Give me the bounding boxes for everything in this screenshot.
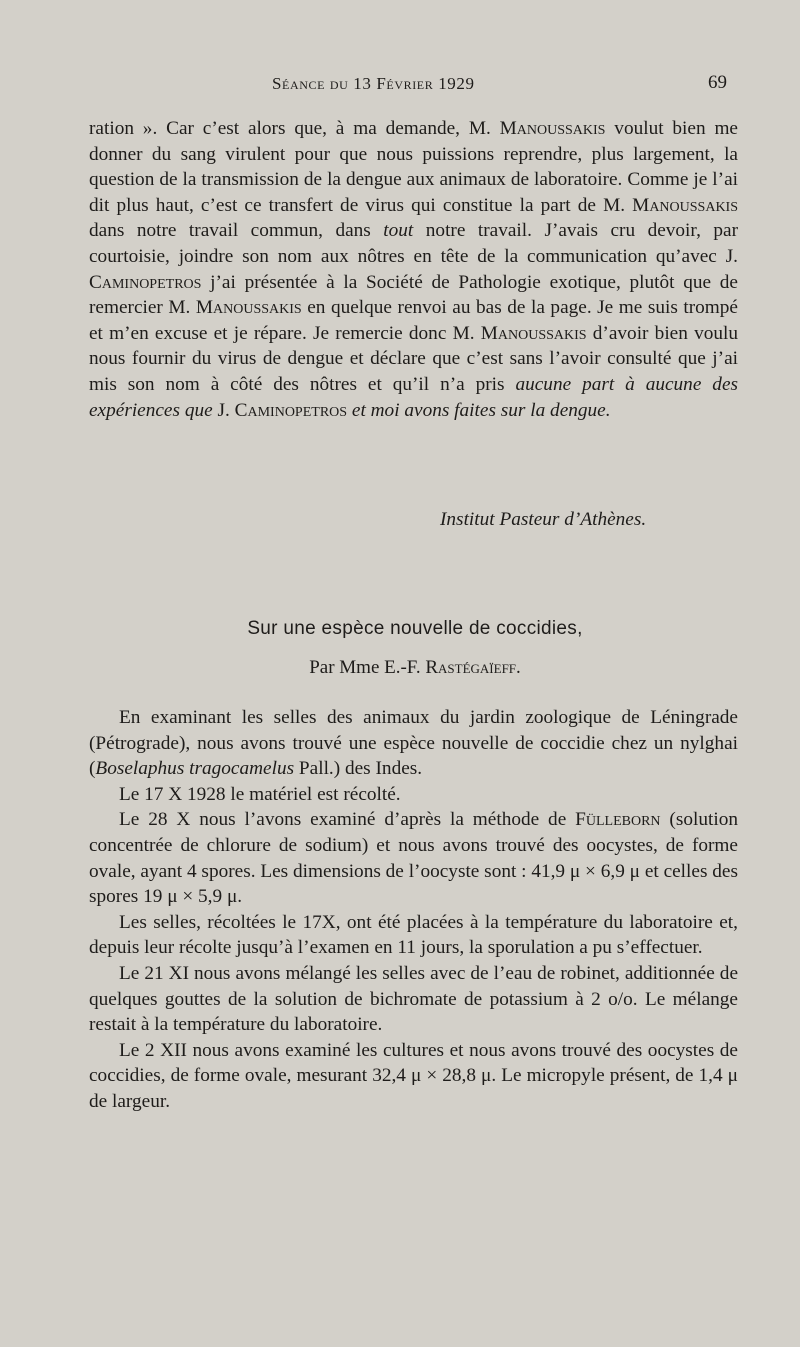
running-head-day: 13 (353, 74, 372, 93)
author-name: Manoussakis (480, 322, 587, 344)
emphasis: et moi avons faites sur la dengue. (351, 399, 611, 421)
paragraph: Le 2 XII nous avons examiné les cultures et nous avons trouvé des oocystes de coccidies, de forme ovale, mesurant 32,4 μ × 28,8 μ. Le micropyle présent, de 1,4 μ de largeur. (89, 1039, 738, 1112)
author-name: Manoussakis (632, 194, 738, 216)
institution-signature: Institut Pasteur d’Athènes. (440, 509, 647, 530)
author-name: Manoussakis (195, 297, 302, 319)
author-name: Rastégaïeff. (425, 657, 521, 678)
species-name: Boselaphus tragocamelus (95, 758, 295, 780)
article-body (89, 705, 738, 1115)
author-name: Caminopetros (89, 271, 202, 293)
paragraph: Le 28 X nous l’avons examiné d’après la méthode de Fülleborn (solution concentrée de chlorure de sodium) et nous avons trouvé des oocystes, de forme ovale, ayant 4 spores. Les dimensions de l’oocyste sont : 41,9 μ × 6,9 μ et celles des spores 19 μ × 5,9 μ. (89, 809, 738, 908)
author-name: Caminopetros (234, 399, 348, 421)
running-head-seance: Séance du (272, 74, 354, 93)
emphasis: tout (383, 220, 414, 242)
page-number: 69 (708, 72, 727, 93)
paragraph: ration ». Car c’est alors que, à ma demande, M. Manoussakis voulut bien me donner du sang virulent pour que nous puissions reprendre, plus largement, la question de la transmission de la dengue aux animaux de laboratoire. Comme je l’ai dit plus haut, c’est ce transfert de virus qui constitue la part de M. Manoussakis dans notre travail commun, dans tout notre travail. J’avais cru devoir, par courtoisie, joindre son nom aux nôtres en tête de la communication qu’avec J. Caminopetros j’ai présentée à la Société de Pathologie exotique, plutôt que de remercier M. Manoussakis en quelque renvoi au bas de la page. Je me suis trompé et m’en excuse et je répare. Je remercie donc M. Manoussakis d’avoir bien voulu nous fournir du virus de dengue et déclare que c’est sans l’avoir consulté que j’ai mis son nom à côté des nôtres et qu’il n’a pris aucune part à aucune des expériences que J. Caminopetros et moi avons faites sur la dengue. (89, 118, 739, 421)
paragraph: Le 21 XI nous avons mélangé les selles avec de l’eau de robinet, additionnée de quelques gouttes de la solution de bichromate de potassium à 2 o/o. Le mélange restait à la température du laboratoire. (89, 962, 738, 1036)
author-name: Fülleborn (575, 809, 661, 831)
emphasis: aucune part à aucune des expériences que (89, 373, 739, 421)
author-name: Manoussakis (499, 118, 606, 139)
running-head-month: Février (371, 74, 439, 93)
paragraph: Les selles, récoltées le 17X, ont été placées à la température du laboratoire et, depuis leur récolte jusqu’à l’examen en 11 jours, la sporulation a pu s’effectuer. (89, 911, 738, 959)
paragraph: En examinant les selles des animaux du jardin zoologique de Léningrade (Pétrograde), nous avons trouvé une espèce nouvelle de coccidie chez un nylghai (Boselaphus tragocamelus Pall.) des Indes. (89, 707, 738, 780)
article-title: Sur une espèce nouvelle de coccidies, (247, 618, 583, 639)
running-head-year: 1929 (438, 74, 475, 93)
article-byline: Par Mme E.-F. Rastégaïeff. (309, 657, 521, 678)
paragraph: Le 17 X 1928 le matériel est récolté. (119, 783, 401, 805)
running-head (272, 74, 475, 94)
previous-article-text (89, 116, 738, 423)
